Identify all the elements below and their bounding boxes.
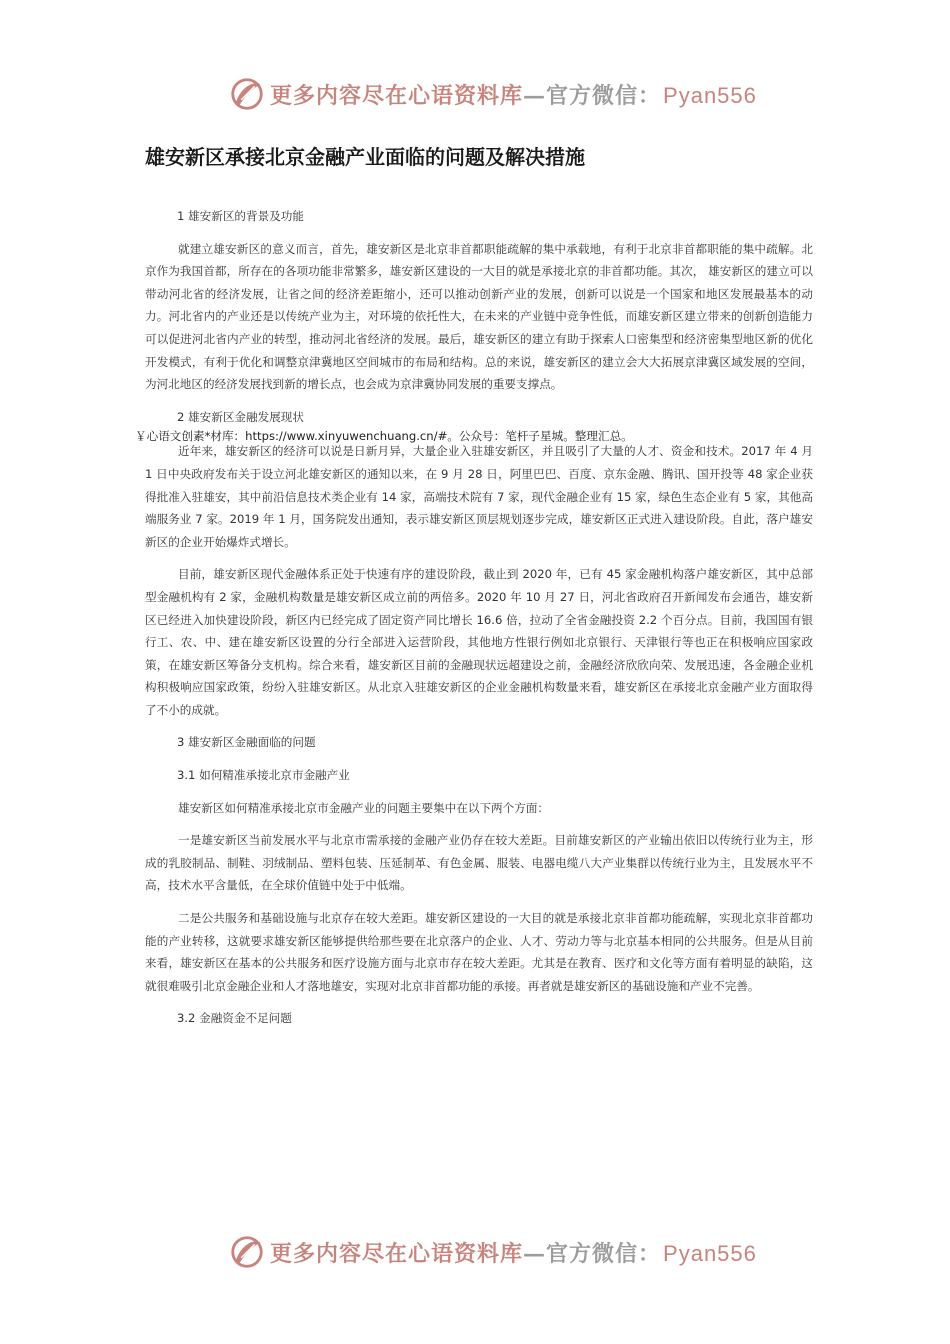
- banner-wechat-id: Pyan556: [663, 1240, 757, 1266]
- banner-dash: —: [523, 82, 547, 109]
- paragraph: 目前，雄安新区现代金融体系正处于快速有序的建设阶段，截止到 2020 年，已有 45 家金融机构落户雄安新区，其中总部型金融机构有 2 家，金融机构数量是雄安新区成立前的两倍多。2020 年 10 月 27 日，河北省政府召开新闻发布会通告，雄安新区已经进入加快建设阶段，新区内已经完成了固定资产同比增长 16.6 倍，拉动了全省金融投资 2.2 个百分点。目前，我国国有银行工、农、中、建在雄安新区设置的分行全部进入运营阶段，其他地方性银行例如北京银行、天津银行等也正在积极响应国家政策，在雄安新区筹备分支机构。综合来看，雄安新区目前的金融现状远超建设之前，金融经济欣欣向荣、发展迅速，各金融企业机构积极响应国家政策，纷纷入驻雄安新区。从北京入驻雄安新区的企业金融机构数量来看，雄安新区在承接北京金融产业方面取得了不小的成就。: [145, 567, 813, 717]
- banner-slogan: 更多内容尽在心语资料库: [270, 1240, 524, 1267]
- logo-icon: [228, 1233, 266, 1271]
- footer-banner: [228, 1232, 757, 1272]
- watermark-text: ￥心语文创素*材库：https://www.xinyuwenchuang.cn/#。公众号：笔杆子星城。整理汇总。: [135, 429, 633, 444]
- section-heading: 1 雄安新区的背景及功能: [177, 209, 304, 223]
- banner-text: [270, 79, 757, 110]
- banner-slogan: 更多内容尽在心语资料库: [270, 82, 524, 109]
- paragraph: 二是公共服务和基础设施与北京存在较大差距。雄安新区建设的一大目的就是承接北京非首都功能疏解，实现北京非首都功能的产业转移，这就要求雄安新区能够提供给那些要在北京落户的企业、人才、劳动力等与北京基本相同的公共服务。但是从目前来看，雄安新区在基本的公共服务和医疗设施方面与北京市存在较大差距。尤其是在教育、医疗和文化等方面有着明显的缺陷，这就很难吸引北京金融企业和人才落地雄安，实现对北京非首都功能的承接。再者就是雄安新区的基础设施和产业不完善。: [145, 911, 813, 993]
- paragraph: 一是雄安新区当前发展水平与北京市需承接的金融产业仍存在较大差距。目前雄安新区的产业输出依旧以传统行业为主，形成的乳胶制品、制鞋、羽绒制品、塑料包装、压延制革、有色金属、服装、电器电缆八大产业集群以传统行业为主，且发展水平不高，技术水平含量低，在全球价值链中处于中低端。: [145, 833, 813, 893]
- paragraph: 近年来，雄安新区的经济可以说是日新月异，大量企业入驻雄安新区，并且吸引了大量的人才、资金和技术。2017 年 4 月 1 日中央政府发布关于设立河北雄安新区的通知以来，在 9 月 28 日，阿里巴巴、百度、京东金融、腾讯、国开投等 48 家企业获得批准入驻雄安，其中前沿信息技术类企业有 14 家，高端技术院有 7 家，现代金融企业有 15 家，绿色生态企业有 5 家，其他高端服务业 7 家。2019 年 1 月，国务院发出通知，表示雄安新区顶层规划逐步完成，雄安新区正式进入建设阶段。自此，落户雄安新区的企业开始爆炸式增长。: [145, 444, 813, 549]
- banner-wechat-label: 官方微信：: [546, 1240, 662, 1267]
- logo-icon: [228, 75, 266, 113]
- subsection-heading: 3.2 金融资金不足问题: [177, 1011, 292, 1026]
- banner-wechat-label: 官方微信：: [546, 82, 662, 109]
- section-heading: 2 雄安新区金融发展现状: [177, 409, 304, 424]
- subsection-heading: 3.1 如何精准承接北京市金融产业: [177, 768, 350, 783]
- header-banner: [228, 74, 757, 114]
- banner-text: [270, 1237, 757, 1268]
- banner-dash: —: [523, 1240, 547, 1267]
- paragraph: 就建立雄安新区的意义而言，首先，雄安新区是北京非首都职能疏解的集中承载地，有利于北京非首都职能的集中疏解。北京作为我国首都，所存在的各项功能非常繁多，雄安新区建设的一大目的就是承接北京的非首都功能。其次， 雄安新区的建立可以带动河北省的经济发展，让省之间的经济差距缩小，还可以推动创新产业的发展，创新可以说是一个国家和地区发展最基本的动力。河北省内的产业还是以传统产业为主，对环境的依托性大，在未来的产业链中竞争性低，而雄安新区建立带来的创新创造能力可以促进河北省内产业的转型，推动河北省经济的发展。最后，雄安新区的建立有助于探索人口密集型和经济密集型地区新的优化开发模式，有利于优化和调整京津冀地区空间城市的布局和结构。总的来说，雄安新区的建立会大大拓展京津冀区域发展的空间，为河北地区的经济发展找到新的增长点，也会成为京津冀协同发展的重要支撑点。: [145, 241, 813, 392]
- banner-wechat-id: Pyan556: [663, 82, 757, 108]
- document-body: [135, 205, 813, 1040]
- paragraph: 雄安新区如何精准承接北京市金融产业的问题主要集中在以下两个方面：: [178, 800, 550, 815]
- page-title: 雄安新区承接北京金融产业面临的问题及解决措施: [145, 145, 585, 169]
- section-heading: 3 雄安新区金融面临的问题: [177, 735, 316, 750]
